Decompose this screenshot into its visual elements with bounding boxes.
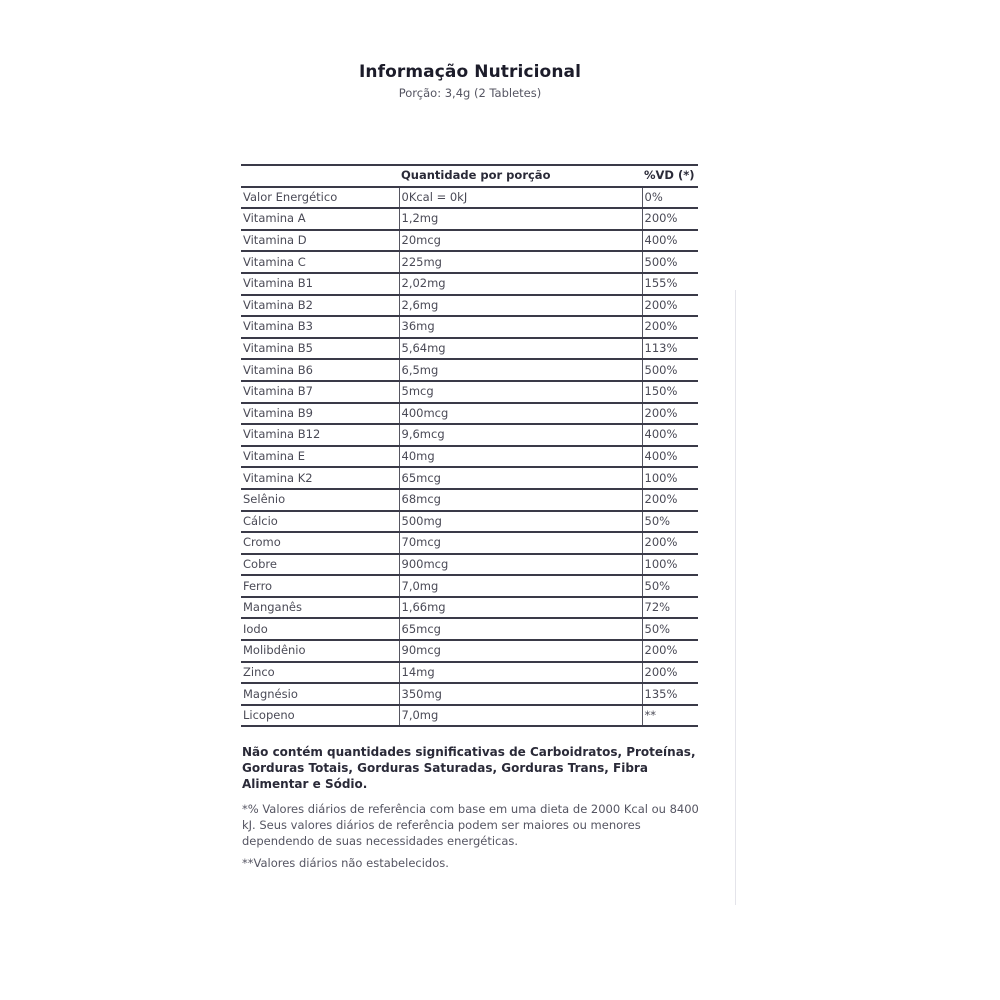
table-row bbox=[241, 446, 698, 468]
nutrient-amount: 5,64mg bbox=[399, 338, 642, 360]
nutrition-table bbox=[241, 164, 698, 727]
nutrient-daily-value: 200% bbox=[642, 489, 698, 511]
nutrient-daily-value: 200% bbox=[642, 208, 698, 230]
nutrient-name: Vitamina B5 bbox=[241, 338, 399, 360]
not-significant-note: Não contém quantidades significativas de Carboidratos, Proteínas, Gorduras Totais, Gorduras Saturadas, Gorduras Trans, Fibra Alimentar e Sódio. bbox=[242, 745, 696, 791]
nutrient-amount: 65mcg bbox=[399, 467, 642, 489]
nutrient-amount: 225mg bbox=[399, 251, 642, 273]
nutrient-daily-value: 500% bbox=[642, 359, 698, 381]
nutrient-daily-value: 113% bbox=[642, 338, 698, 360]
nutrient-amount: 1,66mg bbox=[399, 597, 642, 619]
nutrient-amount: 70mcg bbox=[399, 532, 642, 554]
table-row bbox=[241, 662, 698, 684]
nutrient-name: Selênio bbox=[241, 489, 399, 511]
serving-size: Porção: 3,4g (2 Tabletes) bbox=[398, 86, 542, 100]
nutrient-amount: 65mcg bbox=[399, 618, 642, 640]
nutrient-amount: 2,6mg bbox=[399, 295, 642, 317]
nutrient-daily-value: 500% bbox=[642, 251, 698, 273]
table-row bbox=[241, 381, 698, 403]
nutrient-daily-value: 200% bbox=[642, 316, 698, 338]
nutrient-amount: 68mcg bbox=[399, 489, 642, 511]
nutrient-daily-value: 400% bbox=[642, 446, 698, 468]
nutrient-amount: 20mcg bbox=[399, 230, 642, 252]
table-row bbox=[241, 338, 698, 360]
nutrient-name: Vitamina K2 bbox=[241, 467, 399, 489]
nutrient-amount: 400mcg bbox=[399, 403, 642, 425]
page-title: Informação Nutricional bbox=[358, 62, 582, 82]
nutrient-name: Vitamina E bbox=[241, 446, 399, 468]
table-row bbox=[241, 295, 698, 317]
nutrient-amount: 5mcg bbox=[399, 381, 642, 403]
table-row bbox=[241, 251, 698, 273]
footnote-daily-values: *% Valores diários de referência com base em uma dieta de 2000 Kcal ou 8400 kJ. Seus valores diários de referência podem ser maiores ou menores dependendo de suas necessidades energéticas. bbox=[242, 802, 699, 848]
column-header-daily-value: %VD (*) bbox=[642, 165, 698, 187]
nutrient-daily-value: 50% bbox=[642, 511, 698, 533]
table-row bbox=[241, 489, 698, 511]
table-row bbox=[241, 273, 698, 295]
nutrient-amount: 1,2mg bbox=[399, 208, 642, 230]
nutrient-amount: 900mcg bbox=[399, 554, 642, 576]
nutrient-daily-value: 200% bbox=[642, 403, 698, 425]
nutrient-daily-value: 200% bbox=[642, 532, 698, 554]
nutrient-name: Zinco bbox=[241, 662, 399, 684]
nutrient-daily-value: 400% bbox=[642, 424, 698, 446]
table-row bbox=[241, 316, 698, 338]
table-row bbox=[241, 187, 698, 209]
nutrient-name: Ferro bbox=[241, 575, 399, 597]
nutrient-daily-value: 50% bbox=[642, 575, 698, 597]
nutrient-amount: 36mg bbox=[399, 316, 642, 338]
column-header-amount: Quantidade por porção bbox=[399, 165, 642, 187]
notes-section bbox=[242, 744, 712, 877]
nutrient-amount: 7,0mg bbox=[399, 575, 642, 597]
nutrient-name: Valor Energético bbox=[241, 187, 399, 209]
table-row bbox=[241, 467, 698, 489]
nutrient-name: Vitamina D bbox=[241, 230, 399, 252]
nutrient-name: Vitamina C bbox=[241, 251, 399, 273]
nutrient-name: Cromo bbox=[241, 532, 399, 554]
nutrient-amount: 90mcg bbox=[399, 640, 642, 662]
nutrient-daily-value: 200% bbox=[642, 662, 698, 684]
table-row bbox=[241, 575, 698, 597]
table-row bbox=[241, 230, 698, 252]
table-row bbox=[241, 511, 698, 533]
nutrient-amount: 14mg bbox=[399, 662, 642, 684]
table-row bbox=[241, 403, 698, 425]
nutrient-daily-value: 150% bbox=[642, 381, 698, 403]
nutrient-daily-value: 400% bbox=[642, 230, 698, 252]
nutrient-name: Manganês bbox=[241, 597, 399, 619]
nutrient-amount: 6,5mg bbox=[399, 359, 642, 381]
nutrient-daily-value: 135% bbox=[642, 683, 698, 705]
nutrient-name: Vitamina B6 bbox=[241, 359, 399, 381]
nutrition-rows bbox=[241, 187, 698, 727]
nutrient-name: Vitamina B9 bbox=[241, 403, 399, 425]
page-divider bbox=[735, 290, 736, 905]
nutrient-amount: 9,6mcg bbox=[399, 424, 642, 446]
nutrient-daily-value: 200% bbox=[642, 295, 698, 317]
table-row bbox=[241, 424, 698, 446]
nutrient-daily-value: 100% bbox=[642, 554, 698, 576]
nutrient-name: Vitamina B12 bbox=[241, 424, 399, 446]
nutrient-name: Iodo bbox=[241, 618, 399, 640]
nutrient-daily-value: 100% bbox=[642, 467, 698, 489]
nutrient-name: Vitamina B7 bbox=[241, 381, 399, 403]
table-row bbox=[241, 618, 698, 640]
nutrient-amount: 500mg bbox=[399, 511, 642, 533]
column-header-nutrient bbox=[241, 165, 399, 187]
table-row bbox=[241, 532, 698, 554]
nutrient-name: Vitamina B2 bbox=[241, 295, 399, 317]
nutrient-daily-value: 72% bbox=[642, 597, 698, 619]
nutrient-daily-value: 0% bbox=[642, 187, 698, 209]
table-row bbox=[241, 640, 698, 662]
nutrient-amount: 350mg bbox=[399, 683, 642, 705]
nutrient-amount: 7,0mg bbox=[399, 705, 642, 727]
table-row bbox=[241, 208, 698, 230]
nutrient-name: Magnésio bbox=[241, 683, 399, 705]
table-row bbox=[241, 597, 698, 619]
nutrient-name: Cálcio bbox=[241, 511, 399, 533]
nutrient-amount: 0Kcal = 0kJ bbox=[399, 187, 642, 209]
table-header-row bbox=[241, 165, 698, 187]
nutrient-name: Molibdênio bbox=[241, 640, 399, 662]
nutrient-amount: 2,02mg bbox=[399, 273, 642, 295]
nutrient-daily-value: 200% bbox=[642, 640, 698, 662]
nutrient-name: Vitamina B1 bbox=[241, 273, 399, 295]
nutrient-daily-value: ** bbox=[642, 705, 698, 727]
nutrient-daily-value: 50% bbox=[642, 618, 698, 640]
nutrient-name: Cobre bbox=[241, 554, 399, 576]
nutrient-name: Vitamina B3 bbox=[241, 316, 399, 338]
table-row bbox=[241, 554, 698, 576]
nutrient-name: Vitamina A bbox=[241, 208, 399, 230]
table-row bbox=[241, 705, 698, 727]
nutrient-amount: 40mg bbox=[399, 446, 642, 468]
nutrient-name: Licopeno bbox=[241, 705, 399, 727]
footnote-not-established: **Valores diários não estabelecidos. bbox=[242, 856, 449, 870]
table-row bbox=[241, 359, 698, 381]
table-row bbox=[241, 683, 698, 705]
nutrient-daily-value: 155% bbox=[642, 273, 698, 295]
